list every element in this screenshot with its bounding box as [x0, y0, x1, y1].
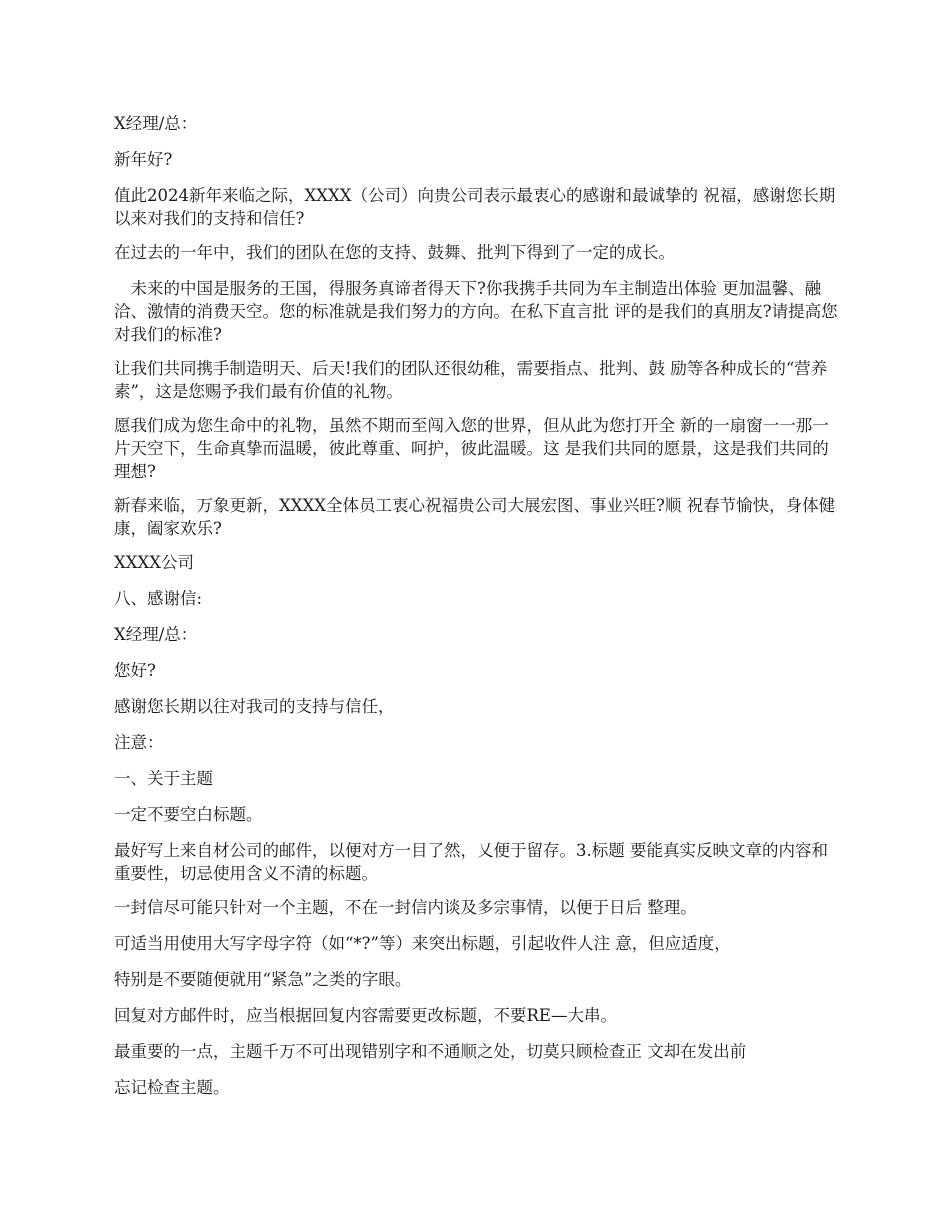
body-paragraph: 感谢您长期以往对我司的支持与信任，: [114, 697, 395, 716]
signature: XXXX公司: [114, 553, 194, 572]
body-paragraph: 新春来临，万象更新，XXXX全体员工衷心祝福贵公司大展宏图、事业兴旺?顺 祝春节愉快，身体健康，阖家欢乐?: [114, 496, 836, 538]
note-item: 回复对方邮件时，应当根据回复内容需要更改标题，不要RE—大串。: [114, 1006, 617, 1025]
body-paragraph: 未来的中国是服务的王国，得服务真谛者得天下?你我携手共同为车主制造出体验 更加温馨、融洽、激情的消费天空。您的标准就是我们努力的方向。在私下直言批 评的是我们的真朋友?请提高您对我们的标准?: [114, 279, 838, 344]
note-item: 特别是不要随便就用“紧急”之类的字眼。: [114, 970, 412, 989]
document-body: [114, 112, 842, 1112]
section-heading: 八、感谢信:: [114, 589, 203, 608]
body-paragraph: 值此2024新年来临之际，XXXX（公司）向贵公司表示最衷心的感谢和最诚挚的 祝福，感谢您长期以来对我们的支持和信任?: [114, 186, 836, 228]
note-item: 最重要的一点，主题千万不可出现错别字和不通顺之处，切莫只顾检查正 文却在发出前: [114, 1042, 747, 1061]
salutation: X经理/总：: [114, 625, 198, 644]
note-item: 忘记检查主题。: [114, 1078, 230, 1097]
note-item: 可适当用使用大写字母字符（如“*?”等）来突出标题，引起收件人注 意，但应适度，: [114, 934, 731, 953]
note-item: 一封信尽可能只针对一个主题，不在一封信内谈及多宗事情，以便于日后 整理。: [114, 898, 697, 917]
note-item: 一定不要空白标题。: [114, 805, 263, 824]
greeting: 您好?: [114, 661, 156, 680]
salutation: X经理/总：: [114, 114, 198, 133]
notes-heading: 注意：: [114, 733, 164, 752]
greeting: 新年好?: [114, 150, 173, 169]
body-paragraph: 在过去的一年中，我们的团队在您的支持、鼓舞、批判下得到了一定的成长。: [114, 243, 675, 262]
body-paragraph: 愿我们成为您生命中的礼物，虽然不期而至闯入您的世界，但从此为您打开全 新的一扇窗一一那一片天空下，生命真挚而温暖，彼此尊重、呵护，彼此温暖。这 是我们共同的愿景，这是我们共同的理想?: [114, 416, 829, 481]
subsection-heading: 一、关于主题: [114, 769, 213, 788]
note-item: 最好写上来自材公司的邮件，以便对方一目了然，乂便于留存。3.标题 要能真实反映文章的内容和重要性，切忌使用含义不清的标题。: [114, 841, 828, 883]
body-paragraph: 让我们共同携手制造明天、后天!我们的团队还很幼稚，需要指点、批判、鼓 励等各种成长的“营养素”，这是您赐予我们最有价值的礼物。: [114, 359, 828, 401]
